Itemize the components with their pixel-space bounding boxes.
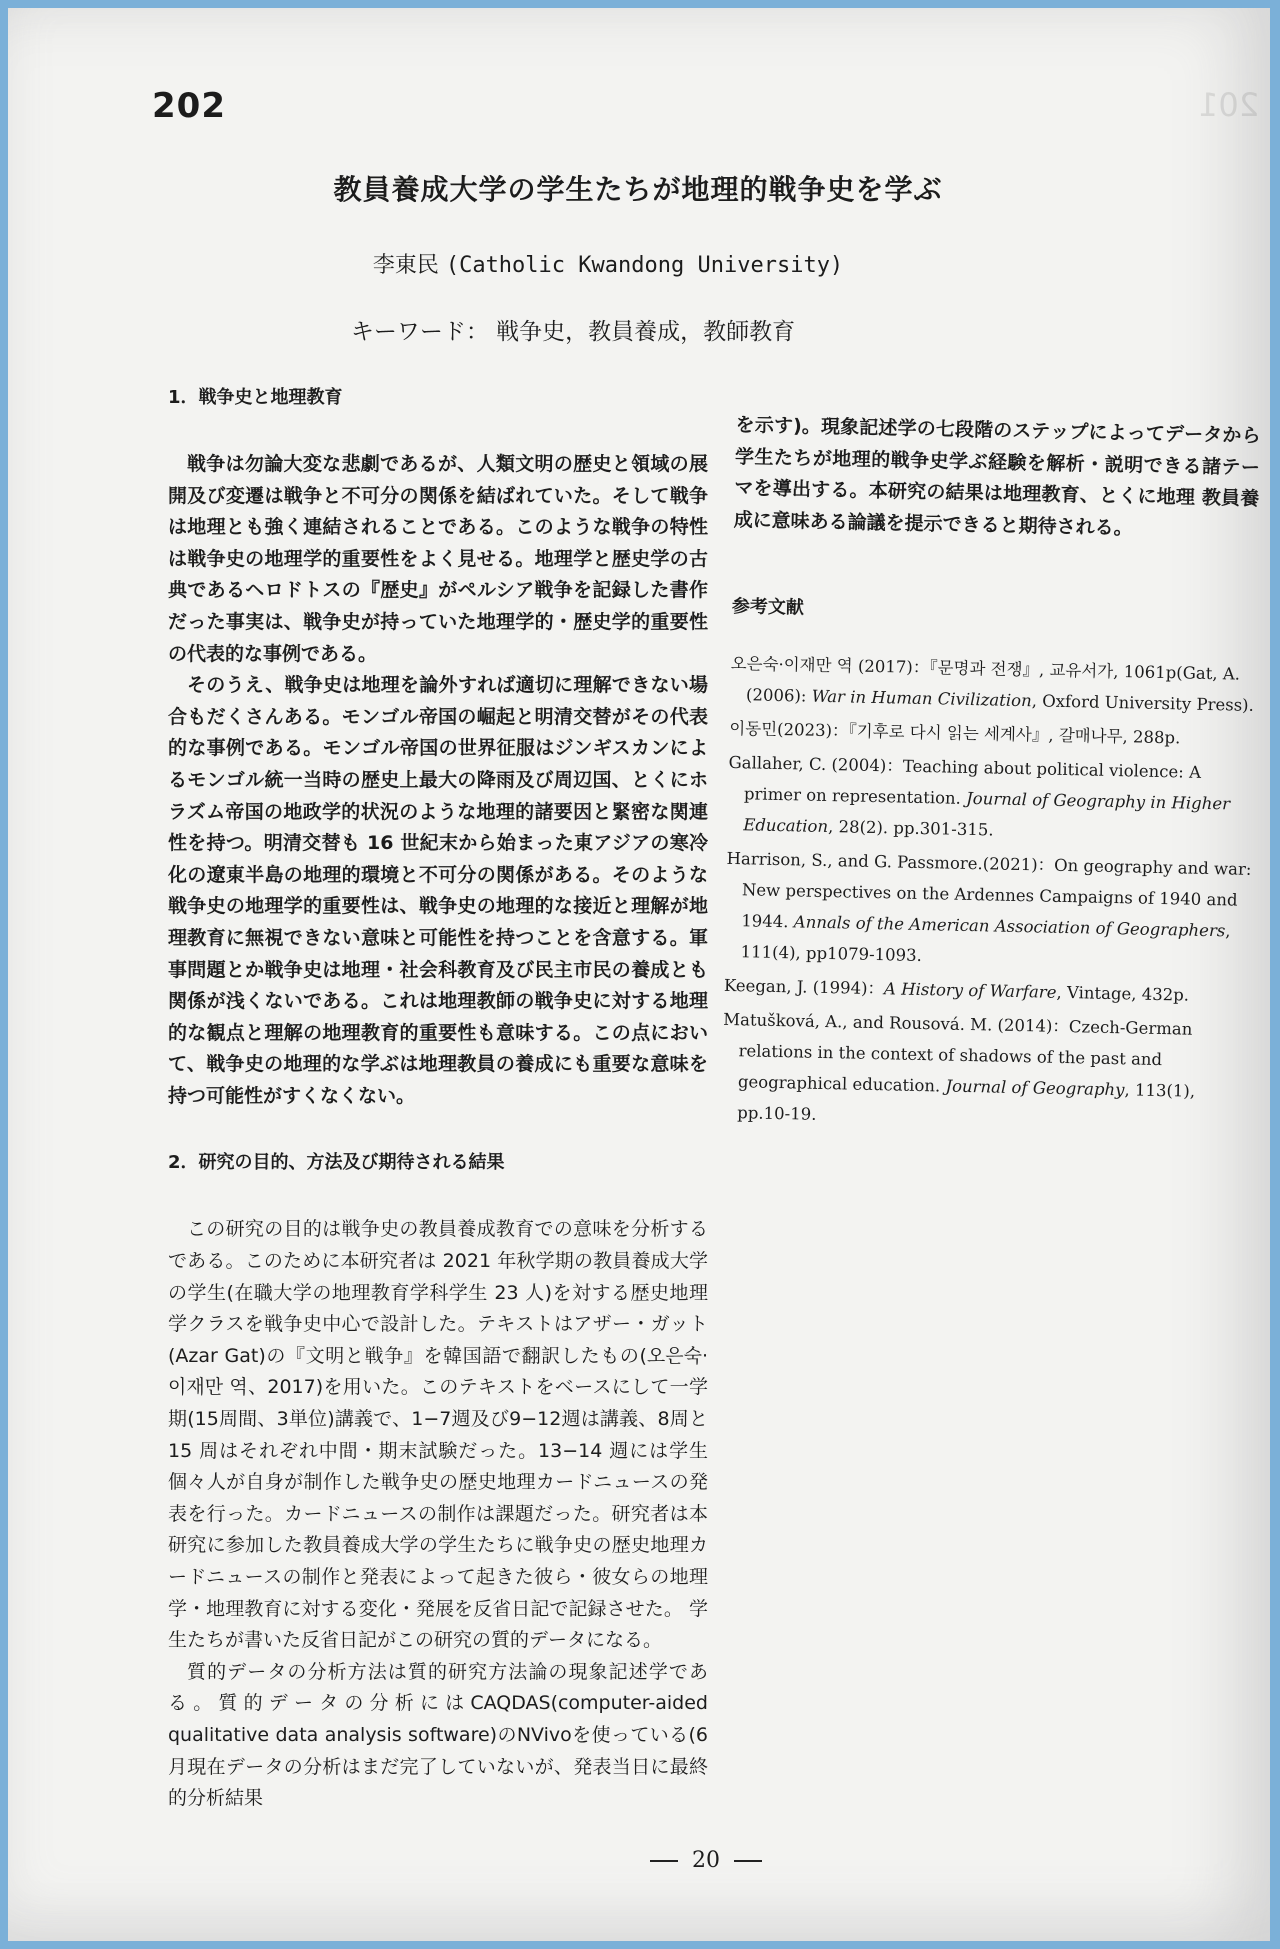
section-1-heading: 1．戦争史と地理教育 [168, 387, 343, 408]
section-2-paragraph-2: 質的データの分析方法は質的研究方法論の現象記述学である。質的データの分析にはCAQDAS(computer-aided qualitative data analysis software)のNVivoを使っている(6月現在データの分析はまだ完了していないが、発表当日に最終的分析結果 [168, 1660, 708, 1810]
left-column [168, 383, 708, 1815]
reference-item: 오은숙·이재만 역 (2017)：『문명과 전쟁』, 교유서가, 1061p(Gat, A. (2006): War in Human Civilization, Oxford University Press). [730, 654, 1255, 716]
footer-page-number: 20 [692, 1848, 720, 1873]
page-number: 202 [152, 86, 226, 126]
references-list [721, 648, 1256, 1139]
reference-item: Keegan, J. (1994)：A History of Warfare, Vintage, 432p. [723, 976, 1190, 1005]
author-affiliation: (Catholic Kwandong University) [445, 253, 844, 278]
section-2-heading: 2．研究の目的、方法及び期待される結果 [168, 1152, 505, 1174]
footer-dash-right [734, 1860, 762, 1862]
section-1-paragraph-1: 戦争は勿論大変な悲劇であるが、人類文明の歴史と領域の展開及び変遷は戦争と不可分の関係を結ばれていた。そして戦争は地理とも強く連結されることである。このような戦争の特性は戦争史の地理学的重要性をよく見せる。地理学と歴史学の古典であるヘロドトスの『歴史』がペルシア戦争を記録した書作だった事実は、戦争史が持っていた地理学的・歴史学的重要性の代表的な事例である。 [168, 453, 708, 665]
reference-item: Matušková, A., and Rousová. M. (2014)：Czech-German relations in the context of shadows of the past and geographical education. Journal of Geography, 113(1), pp.10-19. [723, 1010, 1196, 1125]
keywords-line [0, 313, 1280, 346]
page-footer [0, 1848, 1280, 1873]
reference-item: 이동민(2023)：『기후로 다시 읽는 세계사』, 갈매나무, 288p. [729, 719, 1181, 748]
references-heading: 参考文献 [731, 596, 805, 619]
page-title: 教員養成大学の学生たちが地理的戦争史を学ぶ [333, 173, 943, 206]
section-2-paragraph-1: この研究の目的は戦争史の教員養成教育での意味を分析するである。このために本研究者は 2021 年秋学期の教員養成大学の学生(在職大学の地理教育学科学生 23 人)を対する歴史地理学クラスを戦争史中心で設計した。テキストはアザー・ガット(Azar Gat)の『文明と戦争』を韓国語で翻訳したもの(오은숙·이재만 역、2017)を用いた。このテキストをベースにして一学期(15周間、3単位)講義で、1−7週及び9−12週は講義、8周と 15 周はそれぞれ中間・期末試験だった。13−14 週には学生個々人が自身が制作した戦争史の歴史地理カードニュースの発表を行った。カードニュースの制作は課題だった。研究者は本研究に参加した教員養成大学の学生たちに戦争史の歴史地理カードニュースの制作と発表によって起きた彼ら・彼女らの地理学・地理教育に対する変化・発展を反省日記で記録させた。 学生たちが書いた反省日記がこの研究の質的データになる。 [168, 1218, 708, 1652]
author-line [0, 248, 1280, 279]
document-page [8, 8, 1270, 1941]
author-name: 李東民 [372, 253, 439, 278]
keywords-terms: 戦争史，教員養成，教師教育 [496, 319, 796, 345]
bleed-through-number: 201 [1198, 86, 1260, 124]
keywords-label: キーワード： [350, 319, 489, 345]
right-column [721, 410, 1261, 1142]
section-2-paragraph-2-continued: を示す)。現象記述学の七段階のステップによってデータから学生たちが地理的戦争史学ぶ経験を解析・説明できる諸テーマを導出する。本研究の結果は地理教育、とくに地理 教員養成に意味ある論議を提示できると期待される。 [733, 413, 1261, 540]
reference-item: Gallaher, C. (2004)：Teaching about political violence: A primer on representation. Journal of Geography in Higher Education, 28(2). pp.301-315. [728, 753, 1231, 840]
footer-dash-left [650, 1860, 678, 1862]
section-1-paragraph-2: そのうえ、戦争史は地理を論外すれば適切に理解できない場合もだくさんある。モンゴル帝国の崛起と明清交替がその代表的な事例である。モンゴル帝国の世界征服はジンギスカンによるモンゴル統一当時の歴史上最大の降雨及び周辺国、とくにホラズム帝国の地政学的状況のような地理的諸要因と緊密な関連性を持つ。明清交替も 16 世紀末から始まった東アジアの寒冷化の遼東半島の地理的環境と不可分の関係がある。そのような戦争史の地理学的重要性は、戦争史の地理的な接近と理解が地理教育に無視できない意味と可能性を持つことを含意する。軍事問題とか戦争史は地理・社会科教育及び民主市民の養成とも関係が浅くないである。これは地理教師の戦争史に対する地理的な観点と理解の地理教育的重要性も意味する。この点において、戦争史の地理的な学ぶは地理教員の養成にも重要な意味を持つ可能性がすくなくない。 [168, 674, 708, 1107]
reference-item: Harrison, S., and G. Passmore.(2021)：On geography and war: New perspectives on the Ardennes Campaigns of 1940 and 1944. Annals of the American Association of Geographers, 111(4), pp1079-1093. [726, 849, 1252, 966]
spacer [168, 1112, 708, 1130]
